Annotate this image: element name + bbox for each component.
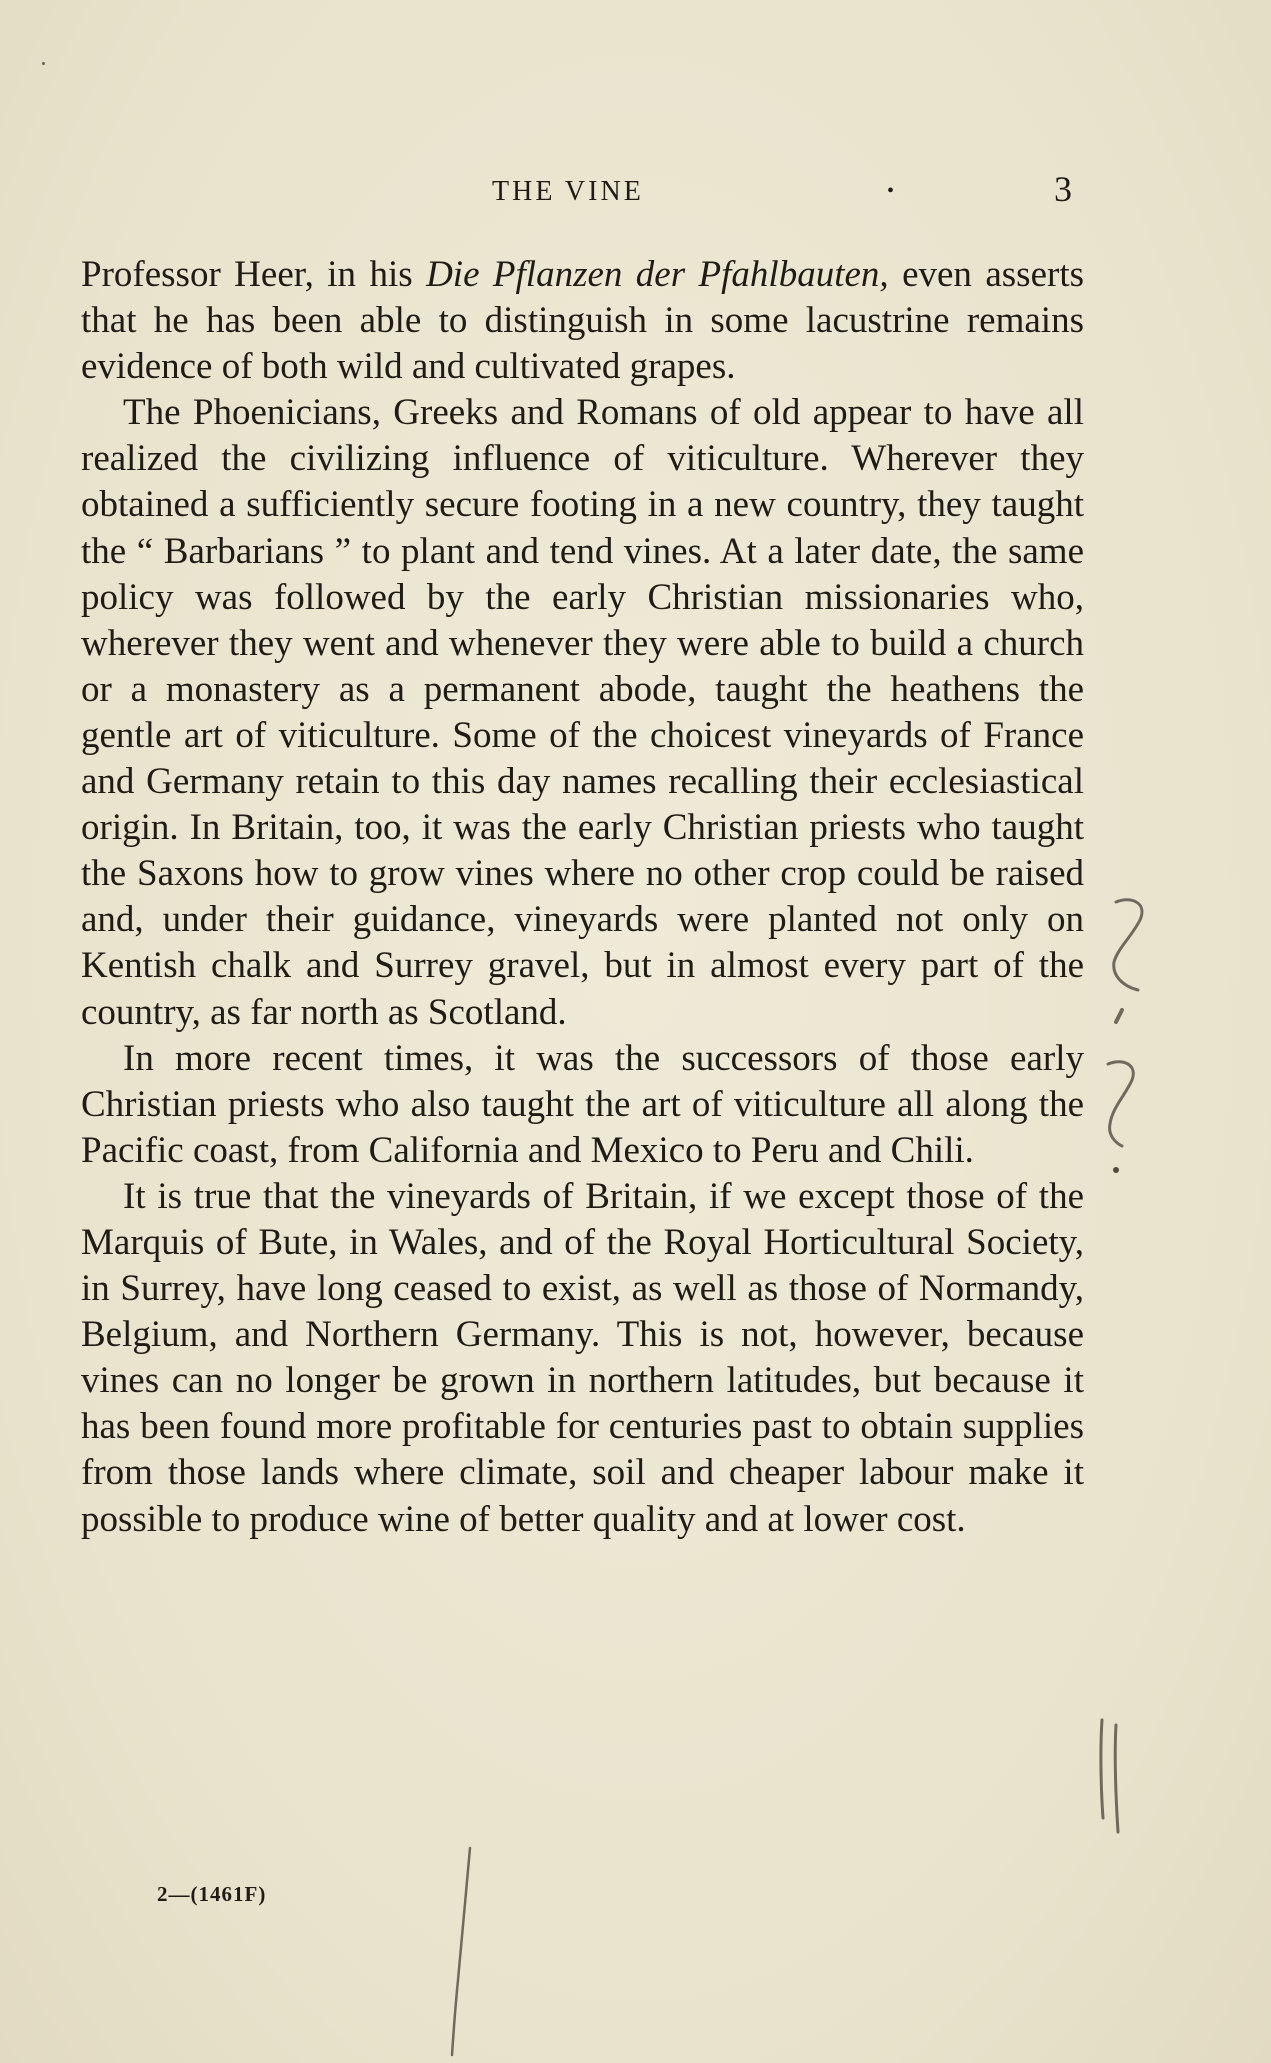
paragraph-2: The Phoenicians, Greeks and Romans of old appear to have all realized the civilizing influence of viticulture. Wherever they obtained a sufficiently secure footing in a new country, they taught the “ Barbarians ” to plant and tend vines. At a later date, the same policy was followed by the early Christian missionaries who, wherever they went and whenever they were able to build a church or a monastery as a permanent abode, taught the heathens the gentle art of viticulture. Some of the choicest vineyards of France and Germany retain to this day names recalling their ecclesiastical origin. In Britain, too, it was the early Christian priests who taught the Saxons how to grow vines where no other crop could be raised and, under their guidance, vineyards were planted not only on Kentish chalk and Surrey gravel, but in almost every part of the country, as far north as Scotland.	[81, 392, 1084, 1033]
header-dot: •	[887, 180, 895, 202]
book-title-italic: Die Pflanzen der Pfahlbauten,	[426, 254, 889, 295]
pencil-tick	[1116, 1010, 1122, 1022]
pencil-bar-right-1	[1101, 1720, 1103, 1818]
pencil-dot	[1113, 1167, 1119, 1173]
pencil-bracket-lower	[1108, 1062, 1133, 1146]
paragraph-1	[81, 252, 1084, 390]
paragraph-4: It is true that the vineyards of Britain, if we except those of the Marquis of Bute, in Wales, and of the Royal Horticultural Society, in Surrey, have long ceased to exist, as well as those of Normandy, Belgium, and Northern Germany. This is not, however, because vines can no longer be grown in northern latitudes, but because it has been found more profitable for centuries past to obtain supplies from those lands where climate, soil and cheaper labour make it possible to produce wine of better quality and at lower cost.	[81, 1175, 1084, 1540]
page-number: 3	[1054, 169, 1072, 209]
pencil-bracket-upper	[1114, 900, 1142, 990]
running-title: THE VINE	[492, 176, 644, 207]
body-text	[81, 252, 1084, 1543]
pencil-bar-right-2	[1115, 1725, 1118, 1832]
paper-speck	[42, 62, 45, 65]
paragraph-1-start: Professor Heer, in his	[81, 254, 427, 295]
pencil-stroke-bottom	[452, 1848, 470, 2055]
running-head	[0, 168, 1271, 218]
printer-signature: 2—(1461F)	[157, 1882, 267, 1906]
paragraph-3: In more recent times, it was the successors of those early Christian priests who also taught the art of viticulture all along the Pacific coast, from California and Mexico to Peru and Chili.	[81, 1037, 1084, 1171]
paragraph-1-end: even asserts that he has been able to distinguish in some lacustrine remains evidence of both wild and cultivated grapes.	[81, 254, 1084, 388]
